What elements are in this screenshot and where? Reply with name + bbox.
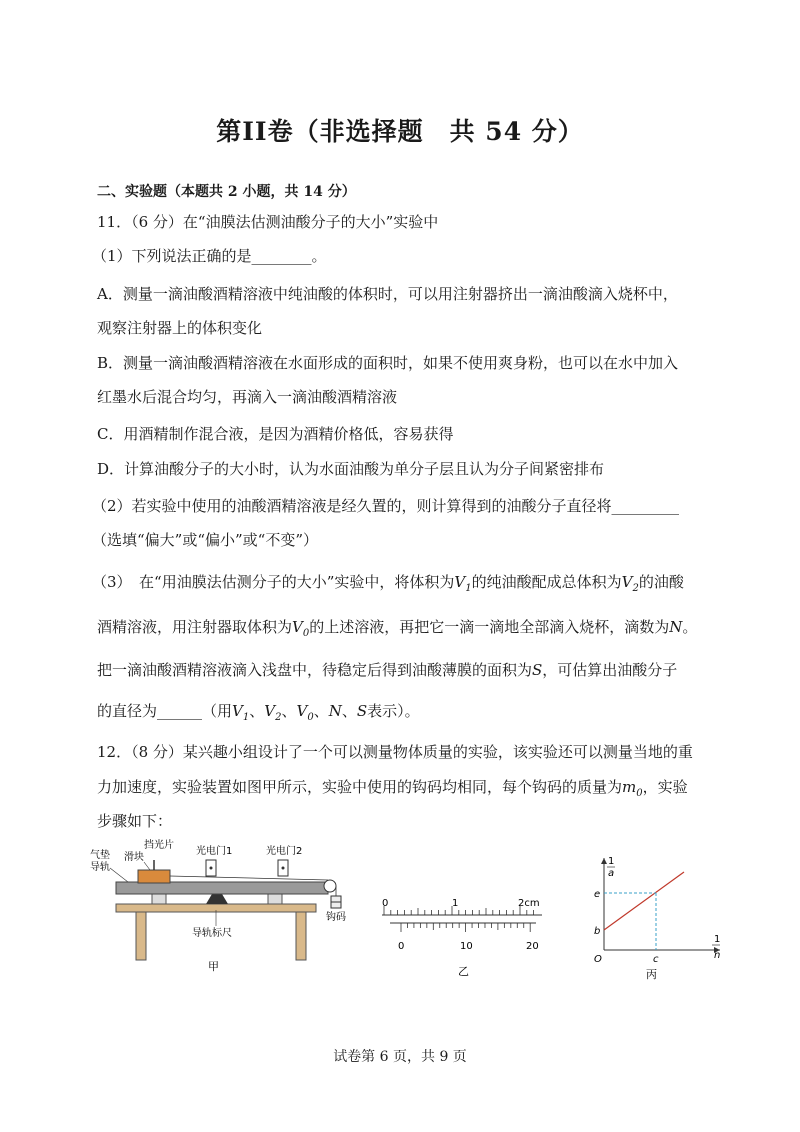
var-s: S [532,661,543,679]
label-weight: 钩码 [326,912,346,923]
slider-block [138,870,170,883]
figure-vernier-caliper [372,893,552,983]
vernier-label-0: 0 [398,941,405,952]
table-leg-right [296,912,306,960]
label-airtrack: 气垫 [90,850,110,861]
section-heading: 二、实验题（本题共 2 小题，共 14 分） [97,184,356,200]
label-airtrack2: 导轨 [90,862,110,873]
track-support-right [268,894,282,904]
graph-line [604,872,684,930]
track-support-left [152,894,166,904]
q11-option-b-line2: 红墨水后混合均匀，再滴入一滴油酸酒精溶液 [97,388,398,406]
q11-stem: 11．（6 分）在“油膜法估测油酸分子的大小”实验中 [97,213,439,231]
q11-option-c: C．用酒精制作混合液，是因为酒精价格低，容易获得 [97,425,454,443]
vernier-label-20: 20 [526,941,539,952]
main-label-2cm: 2cm [518,898,540,909]
q11-part3-line3: 把一滴油酸酒精溶液滴入浅盘中，待稳定后得到油酸薄膜的面积为S，可估算出油酸分子 [97,661,678,679]
label-b: b [594,926,601,937]
q11-part3-text-a: （3） 在“用油膜法估测分子的大小”实验中，将体积为 [92,573,455,591]
label-e: e [594,889,601,900]
track-base [206,894,228,904]
caption-jia: 甲 [208,960,219,973]
q12-line2: 力加速度，实验装置如图甲所示，实验中使用的钩码均相同，每个钩码的质量为$m_0$，实验 [97,778,688,799]
main-label-1: 1 [452,898,459,909]
q11-part2-line2: （选填“偏大”或“偏小”或“不变”） [92,531,319,549]
y-label-top: 1 [608,856,615,867]
main-label-0: 0 [382,898,389,909]
q11-option-a-line1: A．测量一滴油酸酒精溶液中纯油酸的体积时，可以用注射器挤出一滴油酸滴入烧杯中， [97,285,678,303]
page-footer: 试卷第 6 页，共 9 页 [333,1049,467,1065]
x-label-top: 1 [714,934,721,945]
var-n: N [669,618,683,636]
q11-part3-text-b: 的纯油酸配成总体积为 [471,573,622,591]
label-shade: 挡光片 [144,840,174,851]
origin-label: O [594,954,602,965]
var-v2: $V_2$ [621,573,639,594]
figure-airtrack-apparatus [88,838,360,978]
q11-part1: （1）下列说法正确的是________。 [92,247,327,265]
vernier-scale [390,923,536,932]
x-label-bottom: n [714,950,721,961]
table-leg-left [136,912,146,960]
string [170,876,328,880]
var-v0: $V_0$ [292,618,310,639]
pulley [324,880,336,892]
figure-graph [580,852,730,982]
hook-weight-1 [331,896,341,902]
label-c: c [653,954,659,965]
hook-weight-2 [331,902,341,908]
q11-part3-line1 [92,571,684,594]
label-slider: 滑块 [124,852,144,863]
page-title: 第II卷（非选择题 共 54 分） [216,117,584,146]
q11-part3-text-c: 的油酸 [638,573,684,591]
label-gate2: 光电门2 [266,846,303,857]
q11-option-b-line1: B．测量一滴油酸酒精溶液在水面形成的面积时，如果不使用爽身粉，也可以在水中加入 [97,354,679,372]
q11-part2-line1: （2）若实验中使用的油酸酒精溶液是经久置的，则计算得到的油酸分子直径将_________ [92,497,680,515]
var-v1: $V_1$ [454,573,472,594]
q11-option-d: D．计算油酸分子的大小时，认为水面油酸为单分子层且认为分子间紧密排布 [97,460,605,478]
caption-bing: 丙 [646,968,657,981]
q12-line3: 步骤如下： [97,812,173,830]
q11-part3-line2: 酒精溶液，用注射器取体积为$V_0$的上述溶液，再把它一滴一滴地全部滴入烧杯，滴数为N。 [97,618,698,639]
label-scale: 导轨标尺 [192,928,232,939]
vernier-label-10: 10 [460,941,473,952]
label-gate1: 光电门1 [196,846,233,857]
y-label-bottom: a [608,868,615,879]
q11-part3-line4: 的直径为______（用$V_1$、$V_2$、$V_0$、N、S表示）。 [97,702,420,723]
q12-line1: 12．（8 分）某兴趣小组设计了一个可以测量物体质量的实验，该实验还可以测量当地的重 [97,743,693,761]
q11-option-a-line2: 观察注射器上的体积变化 [97,319,263,337]
air-track [116,882,328,894]
caption-yi: 乙 [458,965,469,978]
